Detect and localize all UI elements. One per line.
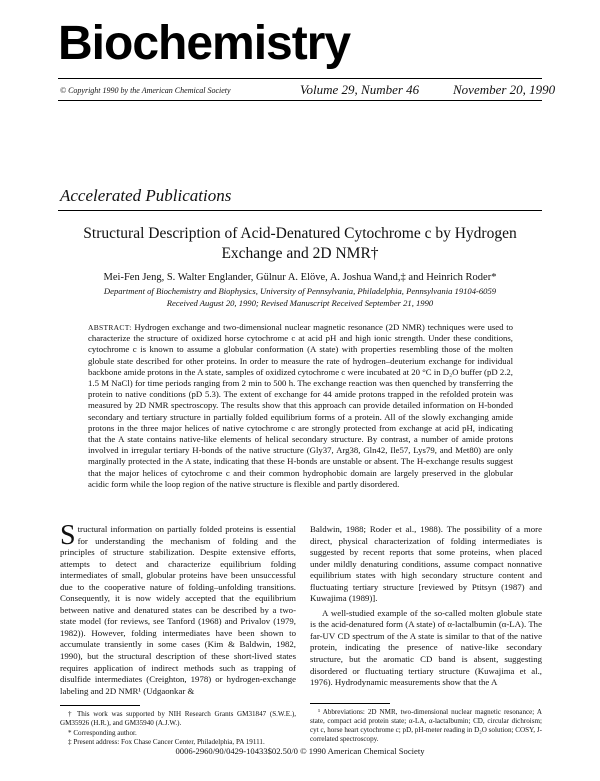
author-list: Mei-Fen Jeng, S. Walter Englander, Gülnur A. Elöve, A. Joshua Wand,‡ and Heinrich Roder* xyxy=(103,272,497,283)
footnote-rule-right xyxy=(310,703,390,704)
masthead-rule-top xyxy=(58,78,542,79)
footnote-abbreviations: ¹ Abbreviations: 2D NMR, two-dimensional nuclear magnetic resonance; A state, compact acid protein state; α-LA, α-lactalbumin; CD, circular dichroism; cyt c, horse heart cytochrome c; pD, pH-meter reading in D₂O solution; COSY, J-correlated spectroscopy. xyxy=(310,707,542,744)
intro-paragraph xyxy=(60,520,296,697)
volume-number: Volume 29, Number 46 xyxy=(300,82,420,97)
section-rule xyxy=(58,210,542,211)
section-heading: Accelerated Publications xyxy=(60,186,232,205)
footnote-corresponding: * Corresponding author. xyxy=(68,728,137,737)
journal-title: Biochemistry xyxy=(58,17,351,70)
right-column xyxy=(310,524,542,744)
intro-text: tructural information on partially folded proteins is essential for understanding the mechanism of folding and the principles of structure stabilization. Despite extensive efforts, attempts to detect and characterize equilibrium folding intermediates of small, globular proteins have been unsuccessful due to the cooperative nature of folding–unfolding transitions. Consequently, it is now widely accepted that the equilibrium between native and denatured states can be described by a two-state model (for reviews, see Tanford (1968) and Privalov (1979, 1982)). However, folding intermediates have been shown to accumulate transiently in some cases (Kim & Baldwin, 1982, 1990), but the structural description of these short-lived states requires application of indirect methods such as trapping of disulfide intermediates (Creighton, 1978) or hydrogen-exchange labeling and 2D NMR¹ (Udgaonkar & xyxy=(60,524,296,696)
footnote-address: ‡ Present address: Fox Chase Cancer Center, Philadelphia, PA 19111. xyxy=(68,737,265,746)
right-paragraph-2: A well-studied example of the so-called molten globule state is the acid-denatured form (A state) of α-lactalbumin (α-LA). The far-UV CD spectrum of the A state is similar to that of the native protein, indicating the presence of native-like secondary structure, but the aromatic CD band is absent, suggesting disordered or fluctuating tertiary structure (Kuwajima et al., 1976). Hydrodynamic measurements show that the A xyxy=(310,607,542,688)
abstract-text: Hydrogen exchange and two-dimensional nuclear magnetic resonance (2D NMR) techniques were used to characterize the structure of oxidized horse cytochrome c at acid pH and high ionic strength. Under these conditions, cytochrome c is known to assume a globular conformation (A state) with properties resembling those of the molten globule state described for other proteins. In order to measure the rate of hydrogen–deuterium exchange for individual backbone amide protons in the A state, samples of oxidized cytochrome c were incubated at 20 °C in D₂O buffer (pD 2.2, 1.5 M NaCl) for time periods ranging from 2 min to 500 h. The exchange reaction was then quenched by transferring the protein to native conditions (pD 5.3). The extent of exchange for 44 amide protons trapped in the refolded protein was measured by 2D NMR spectroscopy. The results show that this approach can provide detailed information on H-bonded secondary and tertiary structure in partially folded equilibrium forms of a protein. All of the slowly exchanging amide protons in the three major helices of native cytochrome c are strongly protected from exchange at acid pH, indicating that the A state contains native-like elements of helical secondary structure. By contrast, a number of amide protons involved in irregular tertiary H-bonds of the native structure (Gly37, Arg38, Gln42, Ile57, Lys79, and Met80) are only marginally protected in the A state, indicating that these H-bonds are unstable or absent. The H-exchange results suggest that the major helices of cytochrome c and their common hydrophobic domain are largely preserved in the globular acidic form while the loop region of the native structure is flexible and partly disordered. xyxy=(88,322,514,489)
footnote-funding: † This work was supported by NIH Research Grants GM31847 (S.W.E.), GM35926 (H.R.), and GM35940 (A.J.W.). xyxy=(60,710,296,728)
copyright-line: © Copyright 1990 by the American Chemical Society xyxy=(60,86,231,95)
affiliation-block xyxy=(60,285,540,309)
copyright-footer: 0006-2960/90/0429-10433$02.50/0 © 1990 American Chemical Society xyxy=(175,746,425,756)
abstract xyxy=(88,322,513,490)
received-dates: Received August 20, 1990; Revised Manuscript Received September 21, 1990 xyxy=(166,298,434,308)
drop-cap: S xyxy=(60,520,76,551)
abstract-label: ABSTRACT: xyxy=(88,323,132,332)
left-column xyxy=(60,520,296,747)
affiliation: Department of Biochemistry and Biophysics, University of Pennsylvania, Philadelphia, Pennsylvania 19104-6059 xyxy=(103,286,497,296)
masthead-rule-bottom xyxy=(58,100,542,101)
article-title: Structural Description of Acid-Denatured Cytochrome c by Hydrogen Exchange and 2D NMR† xyxy=(83,225,517,262)
issue-date: November 20, 1990 xyxy=(453,82,556,97)
footnote-rule-left xyxy=(60,705,140,706)
right-paragraph-1: Baldwin, 1988; Roder et al., 1988). The possibility of a more direct, physical characterization of folding intermediates is suggested by recent reports that some proteins, when placed under mildly denaturing conditions, assume compact nonnative equilibrium states with high secondary structure content and fluctuating tertiary structure [reviewed by Ptitsyn (1987) and Kuwajima (1989)]. xyxy=(310,524,542,604)
